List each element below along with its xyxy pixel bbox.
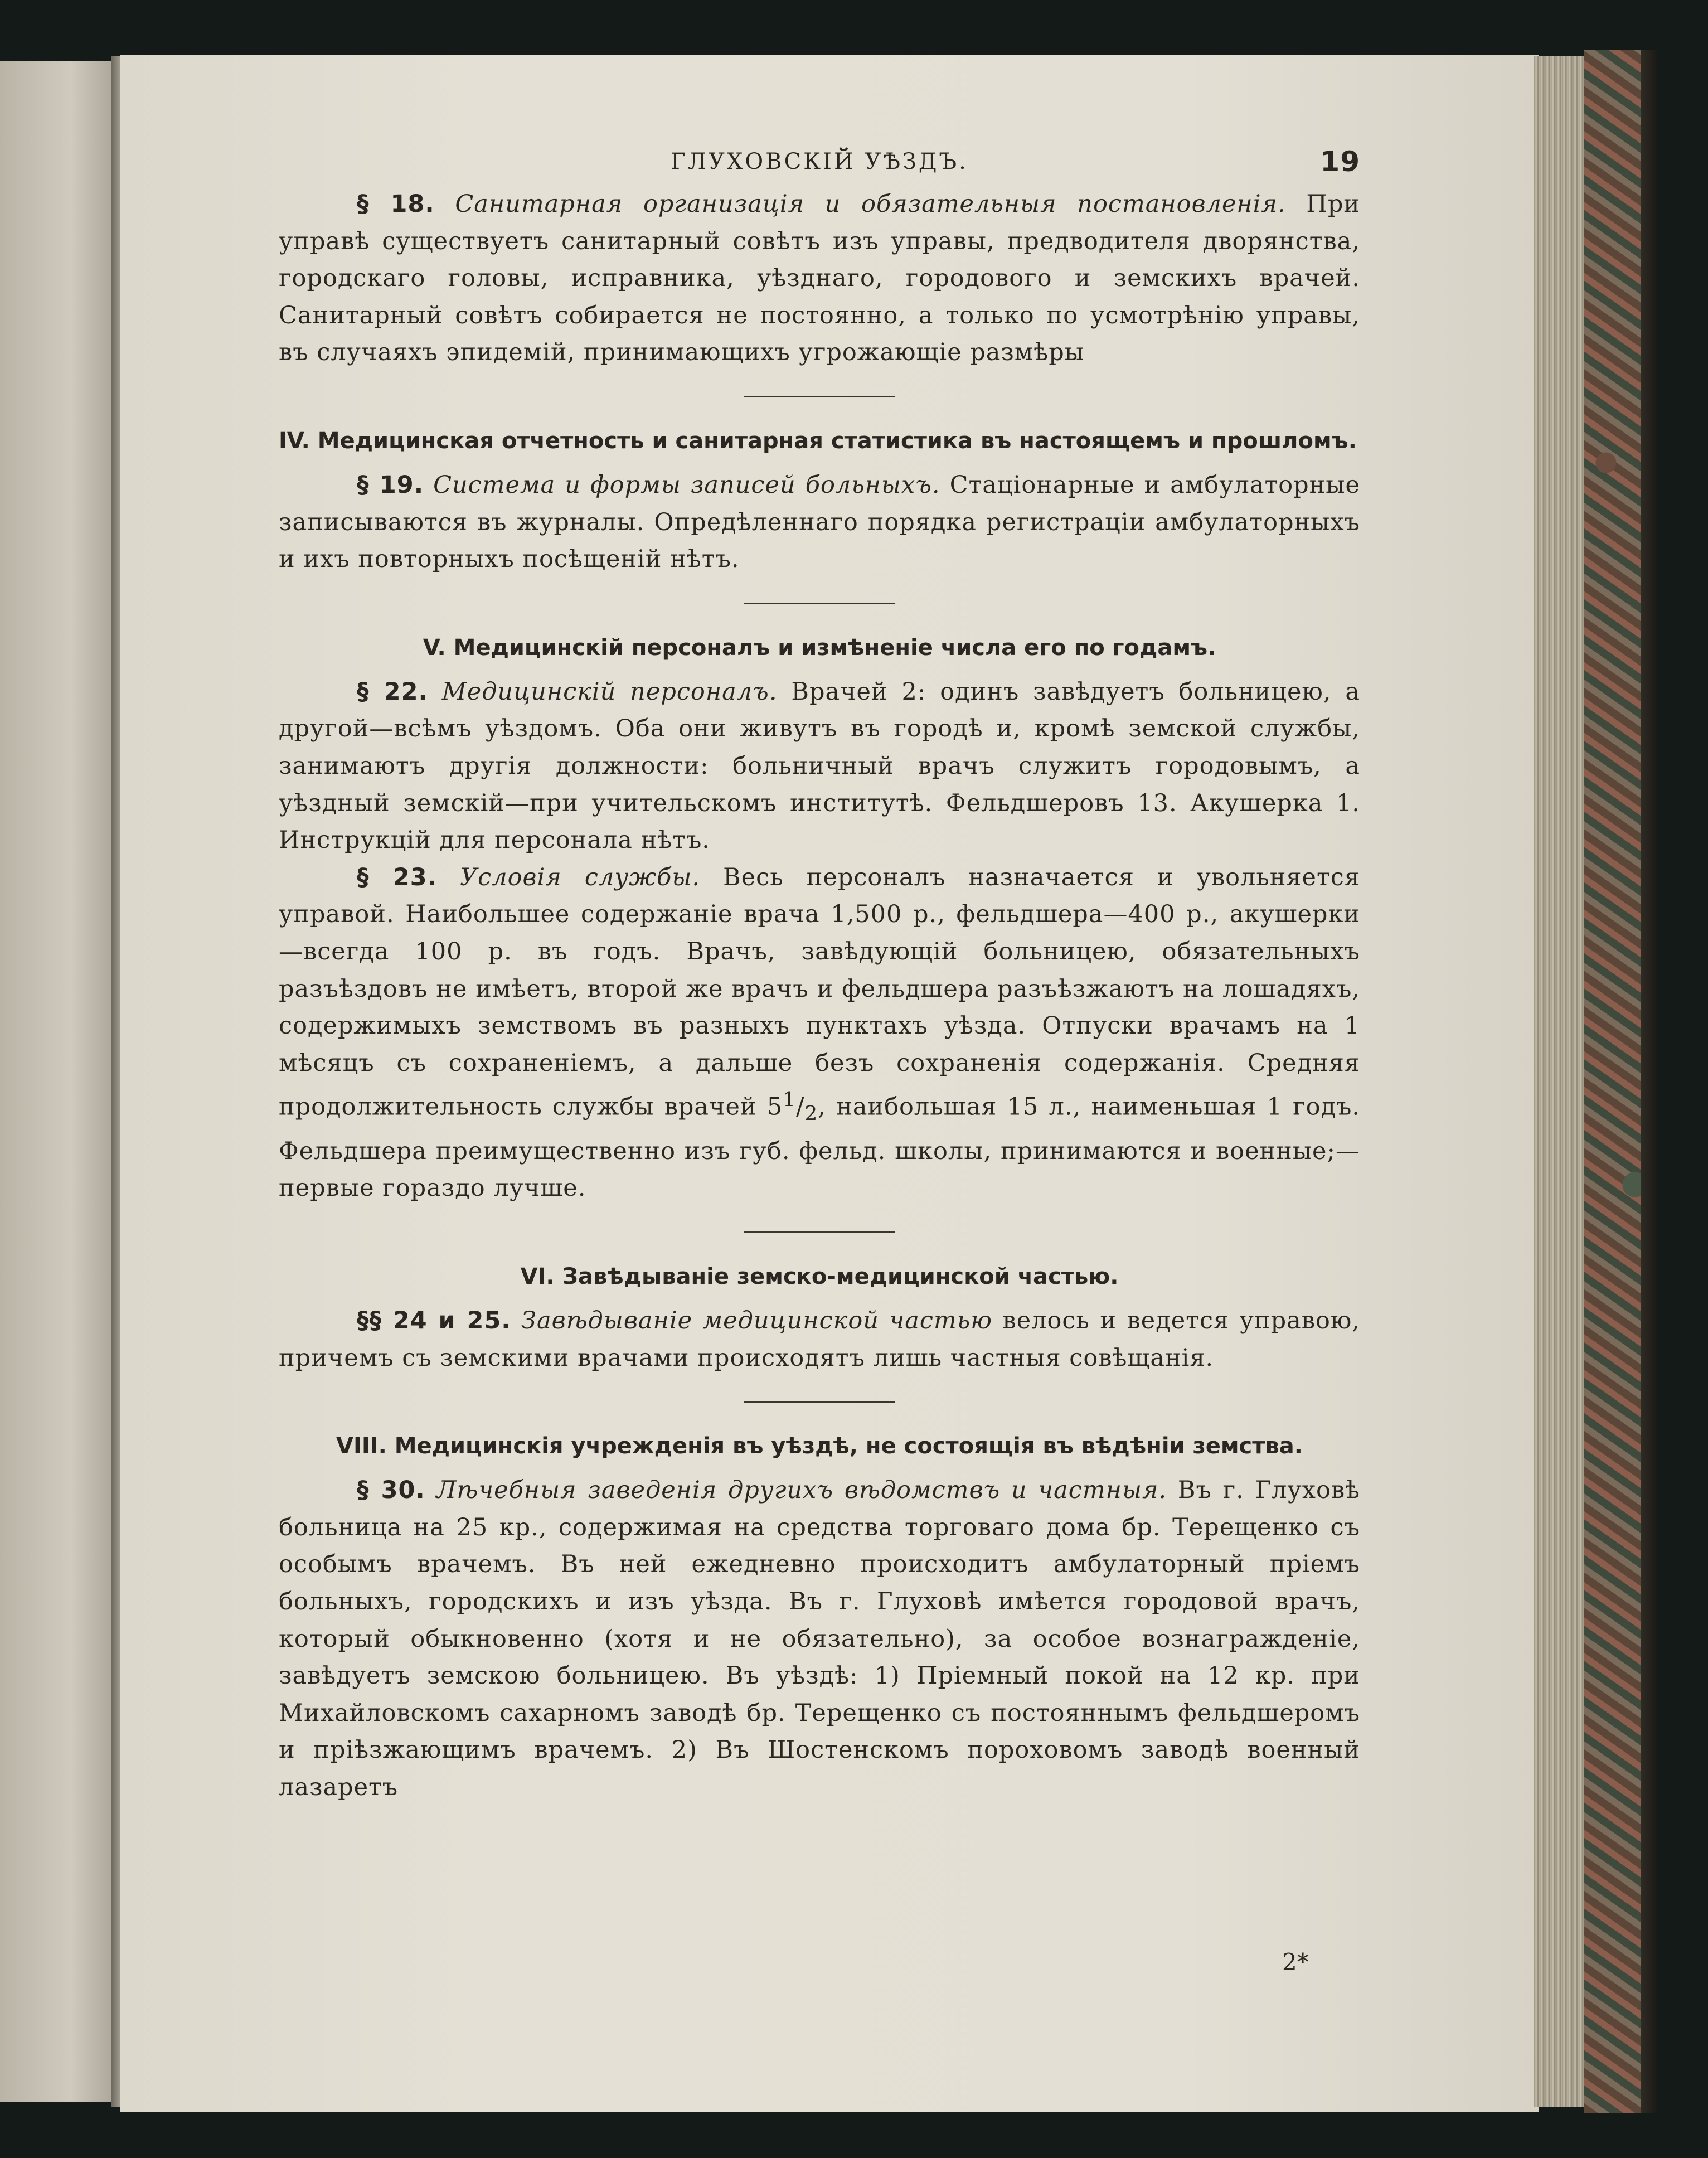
paragraph-23: § 23. Условія службы. Весь персоналъ назначается и увольняется управой. Наибольшее содержаніе врача 1,500 р., фельдшера—400 р., акушерки—всегда 100 р. въ годъ. Врачъ, завѣдующій больницею, обязательныхъ разъѣздовъ не имѣетъ, второй же врачъ и фельдшера разъѣзжаютъ на лошадяхъ, содержимыхъ земствомъ въ разныхъ пунктахъ уѣзда. Отпуски врачамъ на 1 мѣсяцъ съ сохраненіемъ, а дальше безъ сохраненія содержанія. Средняя продолжительность службы врачей $5^1/_2$, наибольшая 15 л., наименьшая 1 годъ. Фельдшера преимущественно изъ губ. фельд. школы, принимаются и военные;—первые гораздо лучше. [279,863,1361,1202]
paragraph-title: Лѣчебныя заведенія другихъ вѣдомствъ и частныя. [436,1476,1167,1505]
paragraph-number: § 18. [357,190,435,218]
paragraph-body: велось и ведется управою, причемъ съ земскими врачами происходятъ лишь частныя совѣщанія. [279,1306,1360,1372]
paragraph-body-cont: , наибольшая 15 л., наименьшая 1 годъ. Фельдшера преимущественно изъ губ. фельд. школы, принимаются и военные;—первые гораздо лучше. [279,1093,1360,1202]
fraction-numerator: 1 [783,1088,796,1112]
paragraph-body: При управѣ существуетъ санитарный совѣтъ изъ управы, предводителя дворянства, городскаго головы, исправника, уѣзднаго, городового и земскихъ врачей. Санитарный совѣтъ собирается не постоянно, а только по усмотрѣнію управы, въ случаяхъ эпидемій, принимающихъ угрожающіе размѣры [279,190,1361,367]
paragraph-24-25 [279,1302,1360,1376]
marbled-cover [1584,50,1657,2113]
section-divider [744,1231,895,1233]
paragraph-18 [279,186,1360,371]
fraction-denominator: 2 [804,1102,818,1126]
signature-mark: 2* [1282,1948,1309,1976]
section-divider [744,396,895,397]
paragraph-title: Завѣдываніе медицинской частью [521,1306,992,1335]
running-head: ГЛУХОВСКІЙ УѢЗДЪ. [671,149,968,174]
paragraph-number: § 30. [357,1476,425,1505]
paragraph-body: Стаціонарные и амбулаторные записываются въ журналы. Опредѣленнаго порядка регистраціи амбулаторныхъ и ихъ повторныхъ посѣщеній нѣтъ. [279,471,1360,574]
paragraph-19 [279,467,1360,578]
paragraph-body: Весь персоналъ назначается и увольняется управой. Наибольшее содержаніе врача 1,500 р., фельдшера—400 р., акушерки—всегда 100 р. въ годъ. Врачъ, завѣдующій больницею, обязательныхъ разъѣздовъ не имѣетъ, второй же врачъ и фельдшера разъѣзжаютъ на лошадяхъ, содержимыхъ земствомъ въ разныхъ пунктахъ уѣзда. Отпуски врачамъ на 1 мѣсяцъ съ сохраненіемъ, а дальше безъ сохраненія содержанія. Средняя продолжительность службы врачей 5 [279,863,1361,1121]
section-divider [744,1401,895,1403]
paragraph-title: Санитарная организація и обязательныя постановленія. [455,190,1286,218]
section-divider [744,603,895,604]
paragraph-body: Въ г. Глуховѣ больница на 25 кр., содержимая на средства торговаго дома бр. Терещенко съ особымъ врачемъ. Въ ней ежедневно происходитъ амбулаторный пріемъ больныхъ, городскихъ и изъ уѣзда. Въ г. Глуховѣ имѣется городовой врачъ, который обыкновенно (хотя и не обязательно), за особое вознагражденіе, завѣдуетъ земскою больницею. Въ уѣздѣ: 1) Пріемный покой на 12 кр. при Михайловскомъ сахарномъ заводѣ бр. Терещенко съ постояннымъ фельдшеромъ и пріѣзжающимъ врачемъ. 2) Въ Шостенскомъ пороховомъ заводѣ военный лазаретъ [279,1476,1360,1801]
paragraph-30 [279,1472,1360,1806]
paragraph-title: Медицинскій персоналъ. [441,677,778,706]
paragraph-number: § 19. [357,471,424,499]
facing-page [0,61,118,2102]
paragraph-22 [279,673,1360,859]
paragraph-title: Условія службы. [460,863,701,891]
section-heading-vi: VI. Завѣдываніе земско-медицинской частью. [520,1263,1119,1289]
paragraph-number: § 22. [357,677,428,706]
page-header [279,142,1360,181]
page-number: 19 [1320,146,1360,178]
section-heading-iv: IV. Медицинская отчетность и санитарная статистика въ настоящемъ и прошломъ. [279,428,1357,454]
page-edges [1534,56,1584,2107]
page-text [279,142,1360,1806]
section-heading-viii: VIII. Медицинскія учрежденія въ уѣздѣ, не состоящія въ вѣдѣніи земства. [336,1433,1303,1459]
paragraph-body: Врачей 2: одинъ завѣдуетъ больницею, а другой—всѣмъ уѣздомъ. Оба они живутъ въ городѣ и, кромѣ земской службы, занимаютъ другія должности: больничный врачъ служитъ городовымъ, а уѣздный земскій—при учительскомъ институтѣ. Фельдшеровъ 13. Акушерка 1. Инструкцій для персонала нѣтъ. [279,677,1361,855]
section-heading-v: V. Медицинскій персоналъ и измѣненіе числа его по годамъ. [423,634,1216,661]
paragraph-number: § 23. [357,863,438,891]
paragraph-title: Система и формы записей больныхъ. [433,471,940,499]
paragraph-number: §§ 24 и 25. [357,1306,511,1335]
